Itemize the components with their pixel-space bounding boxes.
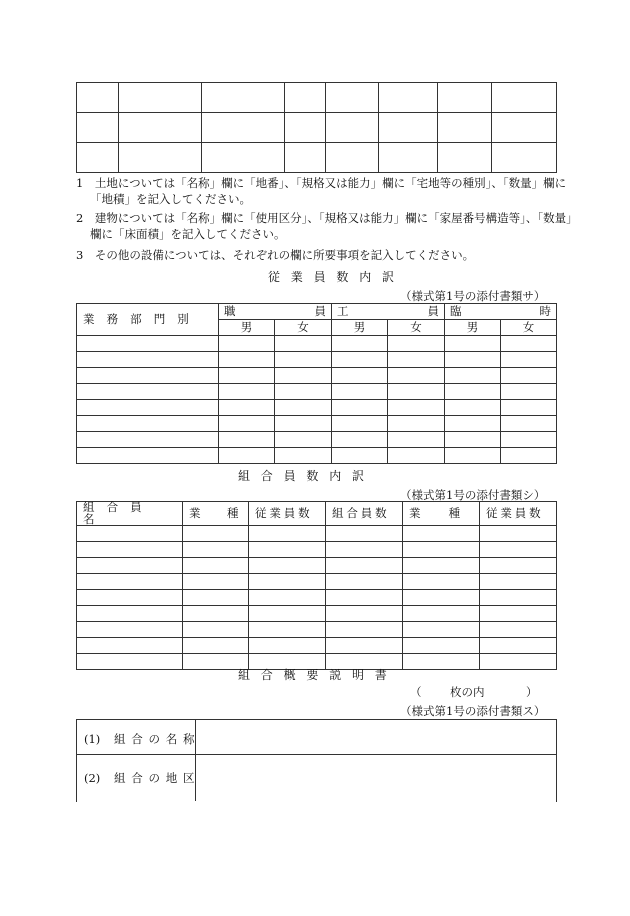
male-header: 男 [219, 320, 275, 336]
col-employees-label: 従業員数 [486, 505, 544, 520]
table-row [77, 352, 557, 368]
note-1: 1 土地については「名称」欄に「地番」、「規格又は能力」欄に「宅地等の種別」、「数量」欄に「地積」を記入してください。 [76, 176, 567, 206]
members-title: 組合員数内訳 [238, 469, 375, 483]
col-member-count-label: 組合員数 [332, 505, 390, 520]
table-row [77, 432, 557, 448]
assets-table [76, 82, 557, 173]
table-row [77, 558, 557, 574]
overview-row-label: 組合の名称 [113, 732, 201, 746]
table-row [77, 574, 557, 590]
col-dept [77, 304, 219, 336]
table-row [77, 368, 557, 384]
sheet-open: （ [410, 685, 422, 699]
col-member-name-label: 組合員名 [83, 500, 154, 526]
male-header: 男 [445, 320, 501, 336]
col-industry-label: 業 種 [189, 505, 240, 520]
col-staff-a: 職 [224, 303, 236, 318]
note-3: 3 その他の設備については、それぞれの欄に所要事項を記入してください。 [76, 248, 475, 262]
overview-row-label: 組合の地区 [113, 771, 201, 785]
overview-row-1 [84, 731, 200, 747]
table-row [77, 638, 557, 654]
col-temp-b: 時 [539, 303, 551, 318]
col-member-count [326, 502, 403, 526]
sheet-close: ） [526, 685, 538, 699]
col-industry [403, 502, 480, 526]
overview-row-num: (2) [84, 771, 101, 785]
overview-row-line [76, 754, 556, 755]
col-temp [445, 304, 557, 320]
male-header: 男 [332, 320, 388, 336]
col-temp-a: 臨 [450, 303, 462, 318]
members-form-ref: （様式第1号の添付書類シ） [400, 488, 546, 502]
table-row [77, 384, 557, 400]
note-2: 2 建物については「名称」欄に「使用区分」、「規格又は能力」欄に「家屋番号構造等」、「数量」欄に「床面積」を記入してください。 [76, 211, 578, 241]
col-staff-b: 員 [314, 303, 326, 318]
overview-row-2 [84, 770, 200, 786]
col-member-name [77, 502, 183, 526]
col-employees-label: 従業員数 [255, 505, 313, 520]
table-row [77, 416, 557, 432]
table-row [77, 336, 557, 352]
table-row [77, 526, 557, 542]
table-row [77, 448, 557, 464]
female-header: 女 [501, 320, 557, 336]
employee-table [76, 303, 557, 464]
table-row [77, 622, 557, 638]
col-staff [219, 304, 332, 320]
table-row [77, 606, 557, 622]
table-row [77, 542, 557, 558]
table-row [77, 113, 557, 143]
col-industry-label: 業 種 [409, 505, 462, 520]
col-employees [480, 502, 557, 526]
sheet-label: 枚の内 [450, 685, 485, 699]
table-row [77, 83, 557, 113]
employee-title: 従業員数内訳 [268, 270, 405, 284]
female-header: 女 [275, 320, 332, 336]
employee-form-ref: （様式第1号の添付書類サ） [400, 289, 546, 303]
female-header: 女 [388, 320, 445, 336]
overview-title: 組合概要説明書 [238, 668, 398, 682]
overview-row-num: (1) [84, 732, 101, 746]
col-worker-b: 員 [427, 303, 439, 318]
col-dept-label: 業務部門別 [83, 311, 201, 326]
col-worker-a: 工 [337, 303, 349, 318]
col-employees [249, 502, 326, 526]
overview-form-ref: （様式第1号の添付書類ス） [400, 704, 546, 718]
col-industry [183, 502, 249, 526]
sheet-count [410, 684, 538, 700]
table-row [77, 400, 557, 416]
table-row [77, 590, 557, 606]
table-row [77, 143, 557, 173]
col-worker [332, 304, 445, 320]
members-table [76, 501, 557, 670]
